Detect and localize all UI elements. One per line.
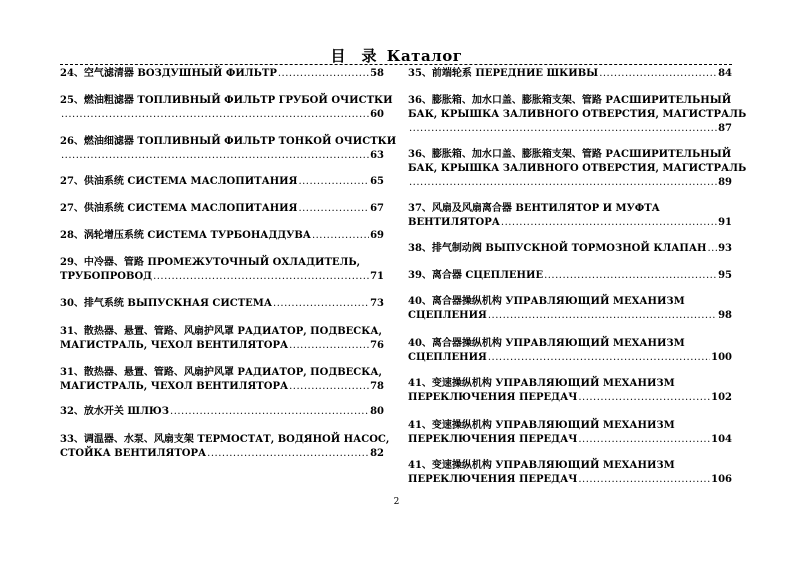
toc-entry-line bbox=[60, 175, 384, 189]
toc-entry-text: ПЕРЕКЛЮЧЕНИЯ ПЕРЕДАЧ bbox=[408, 392, 578, 403]
dot-leader bbox=[61, 108, 369, 122]
toc-entry[interactable] bbox=[408, 94, 747, 136]
toc-entry-text: 40、离合器操纵机构 УПРАВЛЯЮЩИЙ МЕХАНИЗМ bbox=[408, 338, 685, 349]
toc-entry-line bbox=[60, 433, 390, 447]
toc-entry[interactable] bbox=[60, 433, 390, 461]
toc-entry-line bbox=[60, 256, 384, 270]
toc-entry-line bbox=[408, 202, 732, 216]
toc-page-number: 82 bbox=[370, 448, 384, 459]
dot-leader bbox=[278, 67, 369, 81]
toc-entry-line bbox=[60, 108, 384, 122]
toc-entry-text: 39、离合器 СЦЕПЛЕНИЕ bbox=[408, 270, 544, 281]
toc-page-number: 58 bbox=[370, 68, 384, 79]
toc-page-number: 102 bbox=[711, 392, 732, 403]
toc-entry[interactable] bbox=[408, 337, 732, 365]
toc-entry[interactable] bbox=[60, 366, 384, 394]
toc-entry[interactable] bbox=[408, 419, 732, 447]
toc-entry-text: 31、散热器、悬置、管路、风扇护风罩 РАДИАТОР, ПОДВЕСКА, bbox=[60, 326, 382, 337]
toc-entry[interactable] bbox=[60, 297, 384, 311]
toc-entry-text: СЦЕПЛЕНИЯ bbox=[408, 352, 487, 363]
toc-entry-text: 25、燃油粗滤器 ТОПЛИВНЫЙ ФИЛЬТР ГРУБОЙ ОЧИСТКИ bbox=[60, 95, 393, 106]
toc-entry-text: 31、散热器、悬置、管路、风扇护风罩 РАДИАТОР, ПОДВЕСКА, bbox=[60, 367, 382, 378]
dot-leader bbox=[170, 405, 369, 419]
toc-entry[interactable] bbox=[408, 67, 732, 81]
dot-leader bbox=[207, 447, 369, 461]
dot-leader bbox=[153, 270, 369, 284]
toc-entry-line bbox=[60, 202, 384, 216]
toc-entry-text: 27、供油系统 СИСТЕМА МАСЛОПИТАНИЯ bbox=[60, 203, 298, 214]
page-title-zh: 目 录 bbox=[330, 47, 378, 65]
dot-leader bbox=[409, 176, 717, 190]
toc-entry-line bbox=[408, 351, 732, 365]
dot-leader bbox=[273, 297, 369, 311]
dot-leader bbox=[578, 433, 710, 447]
toc-entry-line bbox=[60, 67, 384, 81]
toc-entry-text: 41、变速操纵机构 УПРАВЛЯЮЩИЙ МЕХАНИЗМ bbox=[408, 420, 675, 431]
dot-leader bbox=[298, 175, 369, 189]
toc-entry-text: СТОЙКА ВЕНТИЛЯТОРА bbox=[60, 448, 207, 459]
toc-page-number: 71 bbox=[370, 271, 384, 282]
toc-page-number: 78 bbox=[370, 381, 384, 392]
toc-entry-line bbox=[408, 433, 732, 447]
toc-entry[interactable] bbox=[60, 175, 384, 189]
dot-leader bbox=[488, 351, 710, 365]
toc-entry-line bbox=[408, 377, 732, 391]
toc-entry-text: 38、排气制动阀 ВЫПУСКНОЙ ТОРМОЗНОЙ КЛАПАН bbox=[408, 243, 707, 254]
toc-page-number: 89 bbox=[718, 177, 732, 188]
toc-entry-text: 41、变速操纵机构 УПРАВЛЯЮЩИЙ МЕХАНИЗМ bbox=[408, 378, 675, 389]
toc-entry[interactable] bbox=[408, 459, 732, 487]
dot-leader bbox=[501, 216, 717, 230]
toc-entry-line bbox=[408, 176, 732, 190]
toc-page-number: 80 bbox=[370, 406, 384, 417]
toc-entry-text: 37、风扇及风扇离合器 ВЕНТИЛЯТОР И МУФТА bbox=[408, 203, 660, 214]
toc-entry-line bbox=[60, 366, 384, 380]
toc-page-number: 73 bbox=[370, 298, 384, 309]
toc-entry-text: 24、空气滤清器 ВОЗДУШНЫЙ ФИЛЬТР bbox=[60, 68, 277, 79]
toc-page-number: 98 bbox=[718, 310, 732, 321]
toc-entry-text: БАК, КРЫШКА ЗАЛИВНОГО ОТВЕРСТИЯ, МАГИСТРАЛЬ bbox=[408, 163, 747, 174]
title-divider bbox=[60, 64, 732, 65]
toc-entry-text: ВЕНТИЛЯТОРА bbox=[408, 217, 500, 228]
dot-leader bbox=[544, 269, 717, 283]
toc-entry-text: МАГИСТРАЛЬ, ЧЕХОЛ ВЕНТИЛЯТОРА bbox=[60, 381, 289, 392]
toc-entry-line bbox=[60, 339, 384, 353]
toc-entry-line bbox=[408, 242, 732, 256]
toc-page-number: 84 bbox=[718, 68, 732, 79]
toc-entry-line bbox=[60, 447, 384, 461]
toc-entry[interactable] bbox=[60, 256, 384, 284]
toc-page-number: 69 bbox=[370, 230, 384, 241]
toc-entry-line bbox=[408, 162, 747, 176]
toc-entry[interactable] bbox=[60, 94, 393, 122]
toc-entry-line bbox=[408, 419, 732, 433]
toc-entry-text: 32、放水开关 ШЛЮЗ bbox=[60, 406, 170, 417]
dot-leader bbox=[298, 202, 369, 216]
toc-entry-line bbox=[408, 459, 732, 473]
toc-entry-text: 36、膨胀箱、加水口盖、膨胀箱支架、管路 РАСШИРИТЕЛЬНЫЙ bbox=[408, 149, 732, 160]
toc-entry[interactable] bbox=[60, 405, 384, 419]
toc-entry[interactable] bbox=[408, 295, 732, 323]
toc-entry-line bbox=[408, 337, 732, 351]
page-number: 2 bbox=[393, 497, 400, 507]
toc-page-number: 91 bbox=[718, 217, 732, 228]
toc-entry-line bbox=[408, 94, 732, 108]
dot-leader bbox=[599, 67, 717, 81]
toc-entry[interactable] bbox=[60, 202, 384, 216]
toc-page-number: 100 bbox=[711, 352, 732, 363]
dot-leader bbox=[61, 149, 369, 163]
toc-page-number: 60 bbox=[370, 109, 384, 120]
toc-entry-line bbox=[408, 391, 732, 405]
toc-entry-text: 28、涡轮增压系统 СИСТЕМА ТУРБОНАДДУВА bbox=[60, 230, 311, 241]
toc-entry-text: 29、中冷器、管路 ПРОМЕЖУТОЧНЫЙ ОХЛАДИТЕЛЬ, bbox=[60, 257, 361, 268]
page-title bbox=[0, 45, 793, 66]
toc-entry-text: 40、离合器操纵机构 УПРАВЛЯЮЩИЙ МЕХАНИЗМ bbox=[408, 296, 685, 307]
toc-entry[interactable] bbox=[60, 229, 384, 243]
toc-entry-text: ПЕРЕКЛЮЧЕНИЯ ПЕРЕДАЧ bbox=[408, 434, 578, 445]
toc-page-number: 67 bbox=[370, 203, 384, 214]
toc-page-number: 65 bbox=[370, 176, 384, 187]
toc-entry-text: МАГИСТРАЛЬ, ЧЕХОЛ ВЕНТИЛЯТОРА bbox=[60, 340, 289, 351]
dot-leader bbox=[578, 473, 710, 487]
toc-entry-text: 41、变速操纵机构 УПРАВЛЯЮЩИЙ МЕХАНИЗМ bbox=[408, 460, 675, 471]
toc-entry-text: СЦЕПЛЕНИЯ bbox=[408, 310, 487, 321]
dot-leader bbox=[289, 380, 369, 394]
toc-entry-text: ПЕРЕКЛЮЧЕНИЯ ПЕРЕДАЧ bbox=[408, 474, 578, 485]
dot-leader bbox=[312, 229, 369, 243]
toc-entry-line bbox=[60, 405, 384, 419]
toc-entry-line bbox=[60, 135, 397, 149]
toc-entry-line bbox=[60, 229, 384, 243]
dot-leader bbox=[409, 122, 717, 136]
toc-entry[interactable] bbox=[408, 242, 732, 256]
toc-entry-line bbox=[60, 149, 384, 163]
toc-entry-text: 36、膨胀箱、加水口盖、膨胀箱支架、管路 РАСШИРИТЕЛЬНЫЙ bbox=[408, 95, 732, 106]
dot-leader bbox=[289, 339, 369, 353]
toc-entry-text: 33、调温器、水泵、风扇支架 ТЕРМОСТАТ, ВОДЯНОЙ НАСОС, bbox=[60, 434, 390, 445]
toc-entry[interactable] bbox=[60, 325, 384, 353]
toc-entry-text: 26、燃油细滤器 ТОПЛИВНЫЙ ФИЛЬТР ТОНКОЙ ОЧИСТКИ bbox=[60, 136, 397, 147]
toc-entry[interactable] bbox=[60, 135, 397, 163]
toc-entry-line bbox=[408, 108, 747, 122]
toc-entry-line bbox=[408, 309, 732, 323]
toc-entry-line bbox=[408, 216, 732, 230]
dot-leader bbox=[578, 391, 710, 405]
toc-entry-line bbox=[408, 295, 732, 309]
toc-entry[interactable] bbox=[408, 377, 732, 405]
toc-entry[interactable] bbox=[408, 269, 732, 283]
toc-entry-text: БАК, КРЫШКА ЗАЛИВНОГО ОТВЕРСТИЯ, МАГИСТРАЛЬ bbox=[408, 109, 747, 120]
toc-page-number: 76 bbox=[370, 340, 384, 351]
toc-entry-text: 30、排气系统 ВЫПУСКНАЯ СИСТЕМА bbox=[60, 298, 273, 309]
toc-page-number: 106 bbox=[711, 474, 732, 485]
toc-entry[interactable] bbox=[408, 148, 747, 190]
page-title-ru: Каталог bbox=[386, 47, 463, 65]
toc-entry-line bbox=[408, 473, 732, 487]
toc-entry-line bbox=[408, 67, 732, 81]
toc-entry-line bbox=[60, 325, 384, 339]
toc-entry[interactable] bbox=[408, 202, 732, 230]
toc-entry-line bbox=[408, 148, 732, 162]
toc-entry-line bbox=[408, 269, 732, 283]
toc-entry-line bbox=[408, 122, 732, 136]
toc-entry-line bbox=[60, 297, 384, 311]
toc-entry-text: 35、前端轮系 ПЕРЕДНИЕ ШКИВЫ bbox=[408, 68, 599, 79]
toc-entry-text: 27、供油系统 СИСТЕМА МАСЛОПИТАНИЯ bbox=[60, 176, 298, 187]
toc-page-number: 104 bbox=[711, 434, 732, 445]
toc-page-number: 95 bbox=[718, 270, 732, 281]
toc-entry-line bbox=[60, 94, 393, 108]
dot-leader bbox=[488, 309, 717, 323]
toc-entry-line bbox=[60, 380, 384, 394]
toc-page-number: 93 bbox=[718, 243, 732, 254]
toc-entry-text: ТРУБОПРОВОД bbox=[60, 271, 153, 282]
toc-page-number: 87 bbox=[718, 123, 732, 134]
toc-entry-line bbox=[60, 270, 384, 284]
dot-leader bbox=[707, 242, 717, 256]
toc-page-number: 63 bbox=[370, 150, 384, 161]
toc-entry[interactable] bbox=[60, 67, 384, 81]
